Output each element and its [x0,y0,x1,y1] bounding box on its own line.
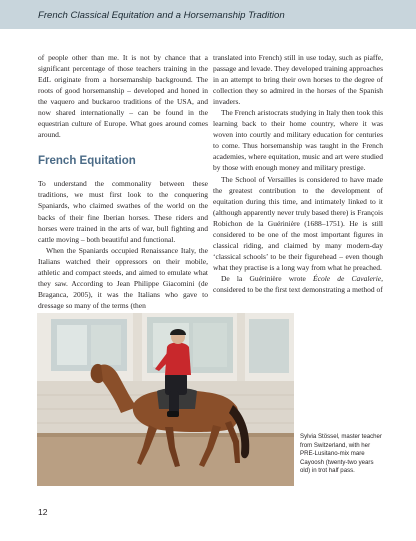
left-column [38,52,208,311]
book-title: École de Cavalerie [313,273,382,283]
body-paragraph: translated into French) still in use today, such as piaffe, passage and levade. They developed training approaches in an attempt to bring their own horses to the degree of collection they so admired in the horses of the Spanish invaders. [213,53,384,107]
body-paragraph [213,273,383,295]
horse-photo-illustration [37,313,294,486]
page-number: 12 [38,507,48,517]
body-paragraph: When the Spaniards occupied Renaissance Italy, the Italians watched their oppressors on their mobile, athletic and compact steeds, and aimed to emulate what they saw. According to Jean Philippe Giacomini (de Braganca, 2005), it was the Italians who gave to dressage so many of the terms (then [38,245,208,310]
arena-sand [37,433,294,486]
section-heading: French Equitation [38,155,136,168]
text-run: De la Guérinière wrote [221,273,314,283]
right-column [213,52,383,295]
body-paragraph: The School of Versailles is considered to have made the greatest contribution to the development of equitation during this time, and intimately linked to it (although apparently never truly based there) is François Robichon de la Guérinière (1688–1751). He is still considered to be one of the most important figures in classical riding, and claimed by many modern-day ‘classical schools’ to be their figurehead – even though what they practise is a long way from what he preached. [213,174,383,272]
window-pane [193,323,227,367]
text-run: , considered to be the first text demonstrating a method of [213,273,383,294]
window [249,319,289,373]
body-paragraph: of people other than me. It is not by chance that a significant percentage of those teachers training in the EdL originate from a horsemanship background. The roots of good horsemanship – developed and honed in the vaquero and buckaroo traditions of the USA, and now shared internationally – can be found in the equestrian culture of Europe. What goes around comes around. [38,53,208,140]
photo-caption: Sylvia Stössel, master teacher from Switzerland, with her PRE-Lusitano-mix mare Cayoosh (twenty-two years old) in trot half pass. [300,433,382,474]
window-pane [91,325,121,365]
horse-photo [37,313,294,486]
running-head: French Classical Equitation and a Horsemanship Tradition [38,10,285,21]
window-pane [57,325,87,365]
body-paragraph: The French aristocrats studying in Italy then took this learning back to their home country, where it was woven into courtly and military education for centuries to come. Thus horsemanship was taught in the French academies, where equitation, music and art were studied by those with enough money and military prestige. [213,108,383,173]
body-paragraph: To understand the commonality between these traditions, we must first look to the conquering Spaniards, who claimed swathes of the world on the backs of their fine Iberian horses. These riders and horses were trained in the arts of war, bull fighting and cattle moving – both beautiful and functional. [38,179,208,244]
